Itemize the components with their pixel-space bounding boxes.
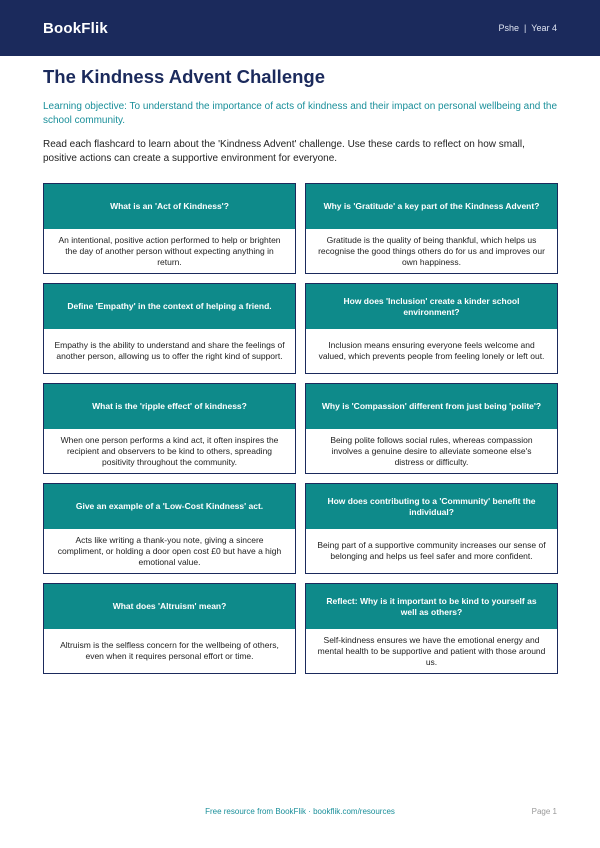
learning-objective: Learning objective: To understand the importance of acts of kindness and their impact on personal wellbeing and the school community. xyxy=(43,101,558,126)
flashcard-answer: Empathy is the ability to understand and share the feelings of another person, allowing us to offer the right kind of support. xyxy=(54,340,285,361)
page-number: Page 1 xyxy=(531,807,557,816)
flashcard[interactable] xyxy=(43,583,296,674)
flashcard[interactable] xyxy=(305,583,558,674)
flashcard-question: Why is 'Gratitude' a key part of the Kindness Advent? xyxy=(306,184,557,229)
flashcard[interactable] xyxy=(305,183,558,274)
flashcard[interactable] xyxy=(305,383,558,474)
flashcard-answer: Being polite follows social rules, whereas compassion involves a genuine desire to alleviate someone else's distress or difficulty. xyxy=(330,434,533,467)
flashcard[interactable] xyxy=(43,183,296,274)
brand-logo[interactable]: BookFlik xyxy=(43,19,108,37)
footer-credit[interactable]: Free resource from BookFlik · bookflik.com/resources xyxy=(205,807,395,816)
flashcard-question: Why is 'Compassion' different from just being 'polite'? xyxy=(306,384,557,429)
flashcard-question: Define 'Empathy' in the context of helping a friend. xyxy=(44,284,295,329)
flashcard-question: Give an example of a 'Low-Cost Kindness' act. xyxy=(44,484,295,529)
meta-separator: | xyxy=(523,23,527,33)
flashcard-question: How does contributing to a 'Community' benefit the individual? xyxy=(306,484,557,529)
flashcard-question: Reflect: Why is it important to be kind to yourself as well as others? xyxy=(306,584,557,629)
flashcard-answer: Gratitude is the quality of being thankful, which helps us recognise the good things others do for us and improves our own happiness. xyxy=(318,234,545,267)
flashcard-answer: Being part of a supportive community increases our sense of belonging and helps us feel safer and more confident. xyxy=(317,540,546,561)
flashcard-answer: Self-kindness ensures we have the emotional energy and mental health to be supportive and patient with those around us. xyxy=(317,634,546,667)
flashcard-question: How does 'Inclusion' create a kinder school environment? xyxy=(306,284,557,329)
flashcard[interactable] xyxy=(43,383,296,474)
flashcard-grid xyxy=(43,183,558,674)
flashcard[interactable] xyxy=(43,483,296,574)
year-label: Year 4 xyxy=(531,23,557,33)
flashcard-question: What is the 'ripple effect' of kindness? xyxy=(44,384,295,429)
flashcard-answer: When one person performs a kind act, it often inspires the recipient and observers to be kind to others, spreading positivity throughout the community. xyxy=(60,434,279,467)
flashcard-question: What does 'Altruism' mean? xyxy=(44,584,295,629)
header-meta xyxy=(498,23,557,33)
flashcard[interactable] xyxy=(305,283,558,374)
flashcard-answer: An intentional, positive action performed to help or brighten the day of another person without expecting anything in return. xyxy=(58,234,281,267)
flashcard[interactable] xyxy=(43,283,296,374)
flashcard-answer: Acts like writing a thank-you note, giving a sincere compliment, or holding a door open cost £0 but have a high emotional value. xyxy=(57,534,282,567)
intro-text: Read each flashcard to learn about the 'Kindness Advent' challenge. Use these cards to reflect on how small, positive actions can create a supportive environment for everyone. xyxy=(43,139,525,164)
flashcard-question: What is an 'Act of Kindness'? xyxy=(44,184,295,229)
flashcard-answer: Inclusion means ensuring everyone feels welcome and valued, which prevents people from feeling lonely or left out. xyxy=(318,340,545,361)
page-title: The Kindness Advent Challenge xyxy=(43,66,325,87)
flashcard[interactable] xyxy=(305,483,558,574)
flashcard-answer: Altruism is the selfless concern for the wellbeing of others, even when it requires personal effort or time. xyxy=(60,640,279,661)
subject-label: Pshe xyxy=(498,23,519,33)
header-bar xyxy=(0,0,600,56)
